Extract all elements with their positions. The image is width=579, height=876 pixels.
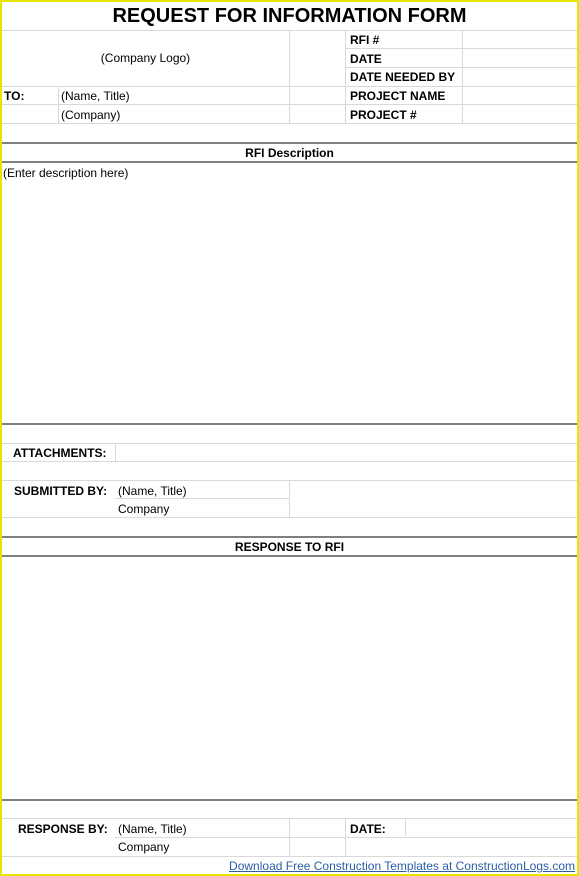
gridline	[58, 86, 59, 123]
to-name-field[interactable]: (Name, Title)	[61, 89, 130, 103]
rfi-description-header: RFI Description	[245, 146, 334, 160]
gridline	[289, 480, 290, 517]
gridline	[289, 30, 290, 123]
gridline	[2, 517, 577, 518]
field-label-project-name: PROJECT NAME	[350, 89, 446, 103]
date-field[interactable]	[463, 49, 576, 66]
response-textarea[interactable]	[3, 558, 576, 796]
project-name-field[interactable]	[463, 87, 576, 104]
project-number-field[interactable]	[463, 105, 576, 122]
to-label: TO:	[4, 89, 25, 103]
section-rule	[2, 799, 577, 801]
response-company-field[interactable]: Company	[118, 840, 170, 854]
response-by-label: RESPONSE BY:	[18, 822, 108, 836]
attachments-label: ATTACHMENTS:	[13, 446, 107, 460]
description-placeholder: (Enter description here)	[3, 166, 129, 180]
gridline	[2, 461, 577, 462]
field-label-date: DATE	[350, 52, 382, 66]
section-rule	[2, 555, 577, 557]
response-date-field[interactable]	[406, 819, 576, 836]
footer-download-link[interactable]: Download Free Construction Templates at ConstructionLogs.com	[229, 859, 575, 873]
form-title: REQUEST FOR INFORMATION FORM	[112, 5, 467, 27]
response-name-field[interactable]: (Name, Title)	[118, 822, 187, 836]
description-textarea[interactable]	[3, 164, 576, 422]
section-rule	[2, 536, 577, 538]
date-needed-field[interactable]	[463, 68, 576, 85]
field-label-project-number: PROJECT #	[350, 108, 417, 122]
gridline	[115, 498, 289, 499]
attachments-field[interactable]	[116, 444, 576, 460]
response-header: RESPONSE TO RFI	[234, 540, 345, 554]
submitted-company-field[interactable]: Company	[118, 502, 170, 516]
date-label: DATE:	[350, 822, 386, 836]
field-label-date-needed: DATE NEEDED BY	[350, 70, 456, 84]
gridline	[115, 837, 577, 838]
section-rule	[2, 161, 577, 163]
section-rule	[2, 142, 577, 144]
to-company-field[interactable]: (Company)	[61, 108, 121, 122]
section-rule	[2, 423, 577, 425]
field-label-rfi-number: RFI #	[350, 33, 380, 47]
submitted-name-field[interactable]: (Name, Title)	[118, 484, 187, 498]
submitted-by-label: SUBMITTED BY:	[14, 484, 108, 498]
rfi-number-field[interactable]	[463, 31, 576, 48]
company-logo-placeholder: (Company Logo)	[100, 51, 191, 65]
gridline	[2, 856, 577, 857]
gridline	[2, 123, 577, 124]
gridline	[345, 30, 346, 123]
